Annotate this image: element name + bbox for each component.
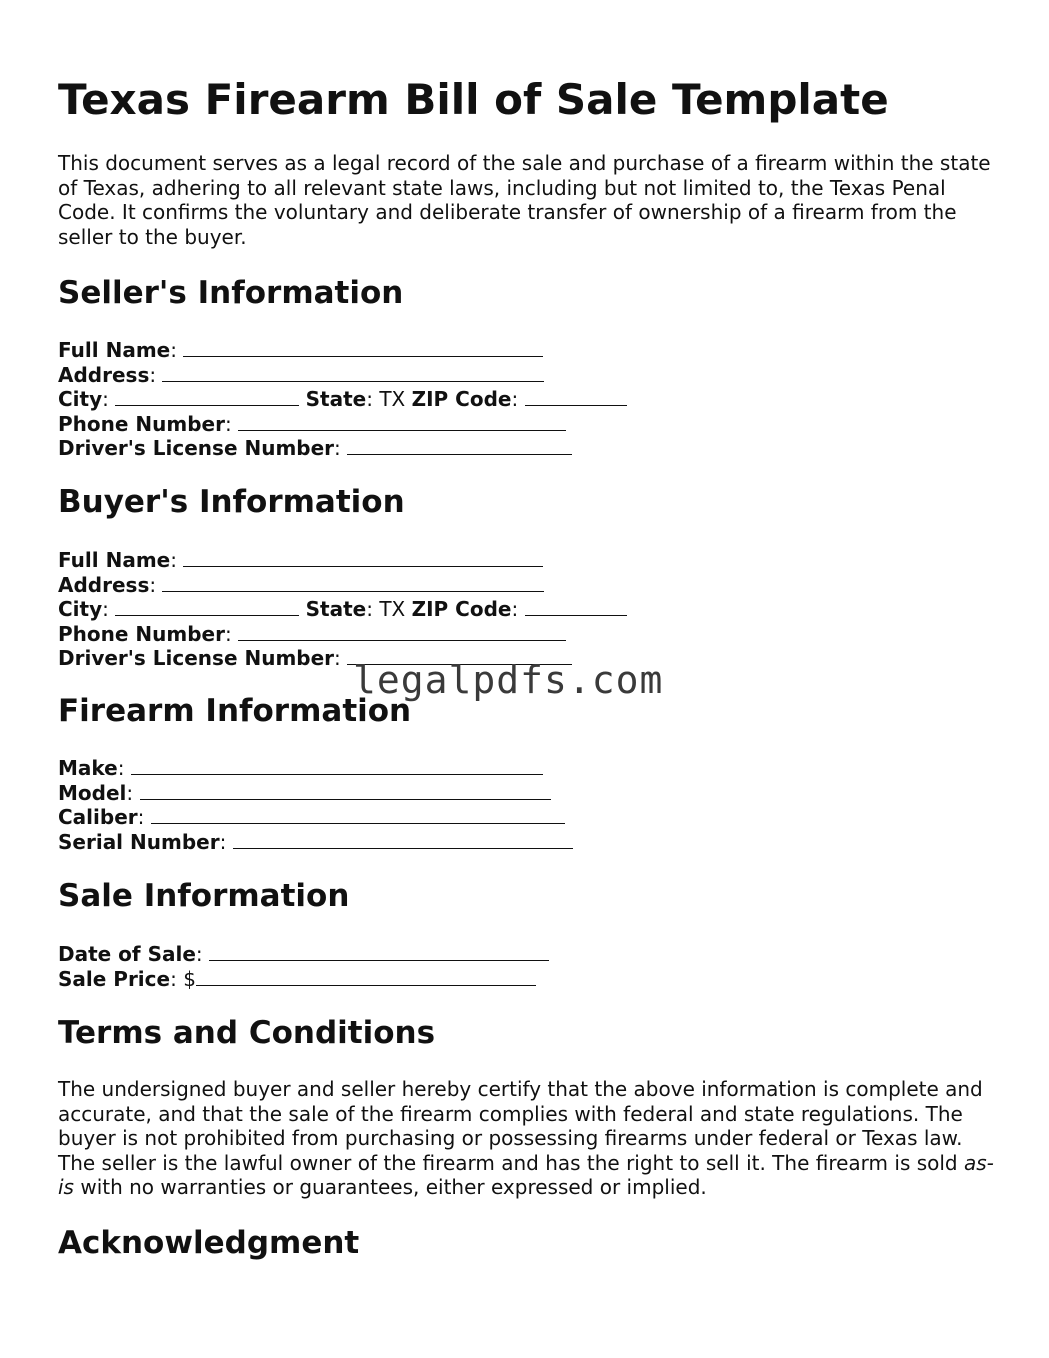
firearm-serial-label: Serial Number <box>58 829 220 854</box>
firearm-make-row: Make: <box>58 755 573 780</box>
buyer-heading: Buyer's Information <box>58 484 405 520</box>
firearm-serial-field[interactable] <box>233 829 573 849</box>
firearm-make-label: Make <box>58 756 118 780</box>
sale-currency-symbol: $ <box>183 966 196 991</box>
sale-date-field[interactable] <box>209 941 549 961</box>
seller-zip-label: ZIP Code <box>411 387 512 411</box>
firearm-model-row: Model: <box>58 780 573 805</box>
seller-address-label: Address <box>58 362 150 387</box>
terms-paragraph <box>58 1077 998 1200</box>
terms-text-after: with no warranties or guarantees, either expressed or implied. <box>73 1175 707 1199</box>
firearm-model-label: Model <box>58 780 127 805</box>
sale-date-row: Date of Sale: <box>58 941 549 966</box>
buyer-zip-field[interactable] <box>525 596 627 616</box>
buyer-state-value: TX <box>379 597 406 621</box>
seller-license-field[interactable] <box>347 435 572 455</box>
buyer-address-label: Address <box>58 572 150 597</box>
firearm-model-field[interactable] <box>140 780 551 800</box>
buyer-phone-row: Phone Number: <box>58 621 627 646</box>
firearm-caliber-row: Caliber: <box>58 804 573 829</box>
buyer-license-label: Driver's License Number <box>58 646 335 670</box>
seller-state-label: State <box>305 387 367 411</box>
seller-city-field[interactable] <box>115 386 299 406</box>
seller-full-name-field[interactable] <box>183 337 543 357</box>
buyer-full-name-field[interactable] <box>183 547 543 567</box>
buyer-address-field[interactable] <box>162 572 544 592</box>
seller-phone-row: Phone Number: <box>58 411 627 436</box>
buyer-fields <box>58 547 627 670</box>
intro-paragraph: This document serves as a legal record of the sale and purchase of a firearm within the state of Texas, adhering to all relevant state laws, including but not limited to, the Texas Penal Code. It confirms the voluntary and deliberate transfer of ownership of a firearm from the seller to the buyer. <box>58 151 991 249</box>
sale-price-field[interactable] <box>196 966 536 986</box>
seller-full-name-row: Full Name: <box>58 337 627 362</box>
acknowledgment-heading: Acknowledgment <box>58 1225 360 1261</box>
seller-state-value: TX <box>379 387 406 411</box>
sale-fields <box>58 941 549 990</box>
firearm-fields <box>58 755 573 853</box>
seller-address-field[interactable] <box>162 362 544 382</box>
buyer-state-label: State <box>305 597 367 621</box>
seller-full-name-label: Full Name <box>58 338 171 362</box>
buyer-phone-label: Phone Number <box>58 621 225 646</box>
seller-zip-field[interactable] <box>525 386 627 406</box>
sale-date-label: Date of Sale <box>58 942 196 966</box>
firearm-caliber-field[interactable] <box>151 804 565 824</box>
buyer-full-name-row: Full Name: <box>58 547 627 572</box>
buyer-address-row: Address: <box>58 572 627 597</box>
seller-license-label: Driver's License Number <box>58 436 335 460</box>
buyer-city-field[interactable] <box>115 596 299 616</box>
seller-license-row: Driver's License Number: <box>58 435 627 460</box>
terms-as-is: as-is <box>58 1150 994 1199</box>
buyer-license-row: Driver's License Number: <box>58 645 627 670</box>
seller-phone-field[interactable] <box>238 411 566 431</box>
seller-heading: Seller's Information <box>58 275 404 311</box>
firearm-caliber-label: Caliber <box>58 805 138 829</box>
buyer-phone-field[interactable] <box>238 621 566 641</box>
buyer-city-label: City <box>58 597 103 621</box>
watermark-text: legalpdfs.com <box>353 658 664 702</box>
buyer-city-row: City: State: TX ZIP Code: <box>58 596 627 621</box>
firearm-serial-row: Serial Number: <box>58 829 573 854</box>
document-title: Texas Firearm Bill of Sale Template <box>58 75 889 124</box>
firearm-make-field[interactable] <box>131 755 543 775</box>
sale-price-label: Sale Price <box>58 966 171 991</box>
sale-price-row: Sale Price: $ <box>58 966 549 991</box>
buyer-zip-label: ZIP Code <box>411 597 512 621</box>
firearm-heading: Firearm Information <box>58 693 412 729</box>
sale-heading: Sale Information <box>58 878 350 914</box>
seller-city-label: City <box>58 387 103 411</box>
terms-text-before: The undersigned buyer and seller hereby certify that the above information is complete and accurate, and that the sale of the firearm complies with federal and state regulations. The buyer is not prohibited from purchasing or possessing firearms under federal or Texas law. The seller is the lawful owner of the firearm and has the right to sell it. The firearm is sold <box>58 1077 983 1175</box>
seller-fields <box>58 337 627 460</box>
terms-heading: Terms and Conditions <box>58 1015 436 1051</box>
buyer-full-name-label: Full Name <box>58 548 171 572</box>
seller-phone-label: Phone Number <box>58 411 225 436</box>
seller-address-row: Address: <box>58 362 627 387</box>
seller-city-row: City: State: TX ZIP Code: <box>58 386 627 411</box>
